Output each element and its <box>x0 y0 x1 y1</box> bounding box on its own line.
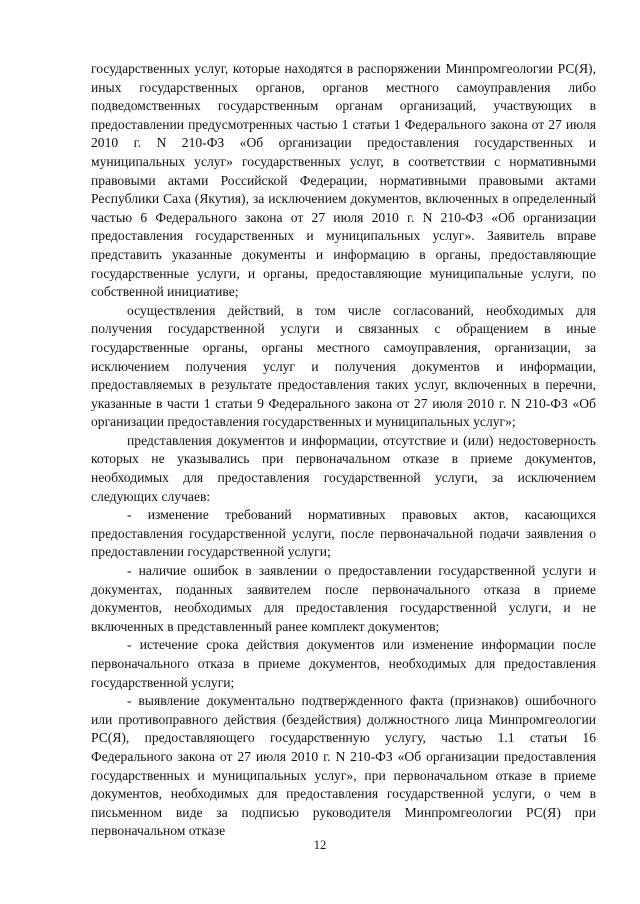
list-item: - наличие ошибок в заявлении о предоставлении государственной услуги и документах, поданных заявителем после первоначального отказа в приеме документов, необходимых для предоставления государственной услуги, и не включенных в представленный ранее комплект документов; <box>91 563 596 634</box>
paragraph: осуществления действий, в том числе согласований, необходимых для получения государственной услуги и связанных с обращением в иные государственные органы, органы местного самоуправления, организации, за исключением получения услуг и получения документов и информации, предоставляемых в результате предоставления таких услуг, включенных в перечни, указанные в части 1 статьи 9 Федерального закона от 27 июля 2010 г. N 210-ФЗ «Об организации предоставления государственных и муниципальных услуг»; <box>91 302 596 430</box>
page-number: 12 <box>313 838 327 852</box>
paragraph: государственных услуг, которые находятся в распоряжении Минпромгеологии РС(Я), иных государственных органов, органов местного самоуправления либо подведомственных государственным органам организаций, участвующих в предоставлении предусмотренных частью 1 статьи 1 Федерального закона от 27 июля 2010 г. N 210-ФЗ «Об организации предоставления государственных и муниципальных услуг» государственных услуг, в соответствии с нормативными правовыми актами Российской Федерации, нормативными правовыми актами Республики Саха (Якутия), за исключением документов, включенных в определенный частью 6 Федерального закона от 27 июля 2010 г. N 210-ФЗ «Об организации предоставления государственных и муниципальных услуг». Заявитель вправе представить указанные документы и информацию в органы, предоставляющие государственные услуги, и органы, предоставляющие муниципальные услуги, по собственной инициативе; <box>91 61 596 300</box>
document-page <box>91 60 596 841</box>
list-item: - изменение требований нормативных правовых актов, касающихся предоставления государственной услуги, после первоначальной подачи заявления о предоставлении государственной услуги; <box>91 507 596 560</box>
list-item: - истечение срока действия документов или изменение информации после первоначального отказа в приеме документов, необходимых для предоставления государственной услуги; <box>91 637 596 690</box>
paragraph: представления документов и информации, отсутствие и (или) недостоверность которых не указывались при первоначальном отказе в приеме документов, необходимых для предоставления государственной услуги, за исключением следующих случаев: <box>91 432 596 504</box>
list-item: - выявление документально подтвержденного факта (признаков) ошибочного или противоправного действия (бездействия) должностного лица Минпромгеологии РС(Я), предоставляющего государственную услугу, частью 1.1 статьи 16 Федерального закона от 27 июля 2010 г. N 210-ФЗ «Об организации предоставления государственных и муниципальных услуг», при первоначальном отказе в приеме документов, необходимых для предоставления государственной услуги, о чем в письменном виде за подписью руководителя Минпромгеологии РС(Я) при первоначальном отказе <box>91 693 596 839</box>
